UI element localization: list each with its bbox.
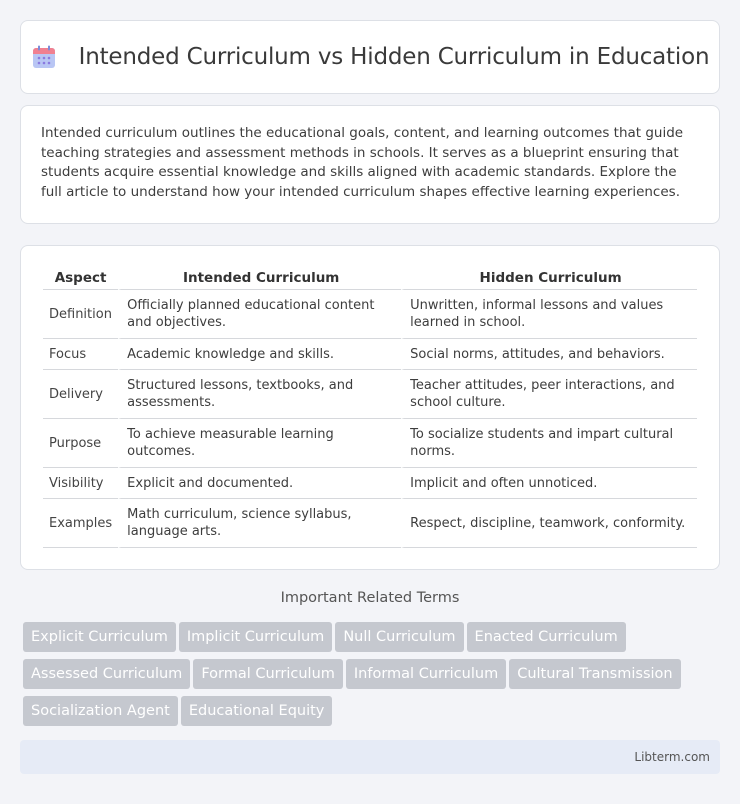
table-cell-hidden: Teacher attitudes, peer interactions, and school culture.: [401, 370, 697, 419]
table-cell-hidden: Respect, discipline, teamwork, conformity.: [401, 499, 697, 548]
table-cell-hidden: Implicit and often unnoticed.: [401, 468, 697, 499]
related-terms-title: Important Related Terms: [280, 590, 460, 606]
table-cell-intended: To achieve measurable learning outcomes.: [118, 419, 401, 468]
table-row: [43, 339, 697, 370]
table-cell-aspect: Visibility: [43, 468, 118, 499]
intro-text: Intended curriculum outlines the educational goals, content, and learning outcomes that guide teaching strategies and assessment methods in schools. It serves as a blueprint ensuring that students acquire essential knowledge and skills aligned with academic standards. Explore the full article to understand how your intended curriculum shapes effective learning experiences.: [41, 125, 684, 200]
table-cell-hidden: Unwritten, informal lessons and values learned in school.: [401, 290, 697, 339]
header-hidden: Hidden Curriculum: [401, 266, 697, 290]
comparison-table: [43, 266, 697, 548]
table-row: [43, 419, 697, 468]
comparison-table-card: [20, 245, 720, 570]
table-row: [43, 370, 697, 419]
related-term-tag[interactable]: Cultural Transmission: [509, 659, 680, 689]
related-term-tag[interactable]: Informal Curriculum: [346, 659, 506, 689]
related-term-tag[interactable]: Socialization Agent: [23, 696, 178, 726]
table-cell-intended: Structured lessons, textbooks, and assessments.: [118, 370, 401, 419]
related-term-tag[interactable]: Implicit Curriculum: [179, 622, 332, 652]
related-term-tag[interactable]: Formal Curriculum: [193, 659, 343, 689]
header-card: [20, 20, 720, 94]
table-cell-intended: Officially planned educational content and objectives.: [118, 290, 401, 339]
table-cell-hidden: Social norms, attitudes, and behaviors.: [401, 339, 697, 370]
table-cell-intended: Academic knowledge and skills.: [118, 339, 401, 370]
header-intended: Intended Curriculum: [118, 266, 401, 290]
related-term-tag[interactable]: Assessed Curriculum: [23, 659, 190, 689]
table-row: [43, 468, 697, 499]
related-term-tag[interactable]: Educational Equity: [181, 696, 333, 726]
table-cell-aspect: Focus: [43, 339, 118, 370]
related-term-tag[interactable]: Enacted Curriculum: [467, 622, 626, 652]
calendar-icon: [31, 44, 57, 70]
header-aspect: Aspect: [43, 266, 118, 290]
intro-card: [20, 105, 720, 224]
footer: [20, 740, 720, 774]
table-cell-aspect: Delivery: [43, 370, 118, 419]
table-header-row: [43, 266, 697, 290]
related-term-tag[interactable]: Explicit Curriculum: [23, 622, 176, 652]
table-row: [43, 499, 697, 548]
related-term-tag[interactable]: Null Curriculum: [335, 622, 463, 652]
table-cell-intended: Math curriculum, science syllabus, language arts.: [118, 499, 401, 548]
table-row: [43, 290, 697, 339]
table-cell-aspect: Purpose: [43, 419, 118, 468]
table-cell-intended: Explicit and documented.: [118, 468, 401, 499]
table-cell-aspect: Examples: [43, 499, 118, 548]
table-cell-hidden: To socialize students and impart cultural norms.: [401, 419, 697, 468]
related-terms-list: [23, 622, 723, 733]
page-title: Intended Curriculum vs Hidden Curriculum in Education: [78, 44, 710, 70]
footer-site-link[interactable]: Libterm.com: [634, 750, 710, 764]
table-cell-aspect: Definition: [43, 290, 118, 339]
